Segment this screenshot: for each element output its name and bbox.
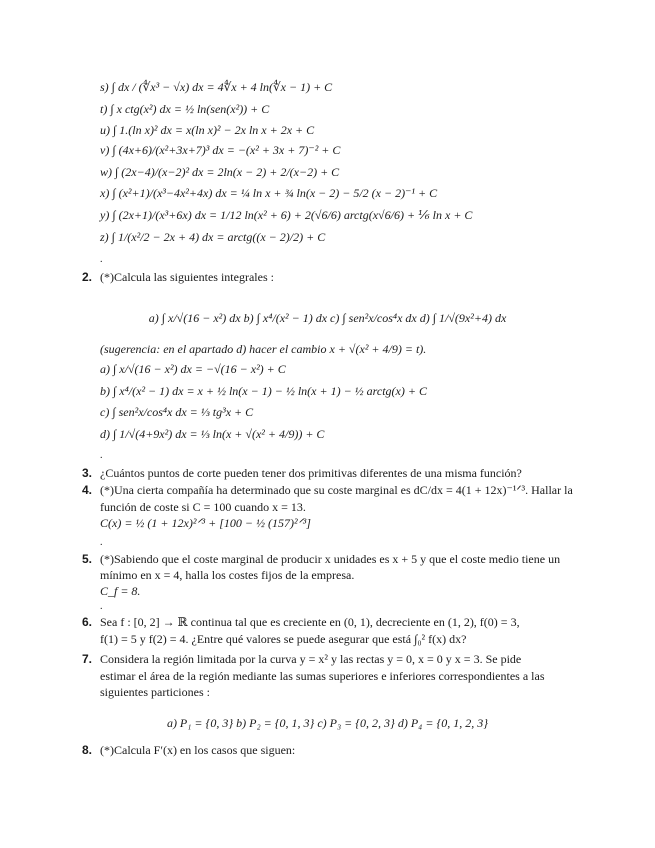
problem-statement-line: (*)Una cierta compañía ha determinado que su coste marginal es dC/dx = 4(1 + 12x)⁻¹ᐟ³. Hallar la — [100, 483, 573, 497]
problem-statement-line: Sea f : [0, 2] → ℝ continua tal que es creciente en (0, 1), decreciente en (1, 2), f(0) = 3, — [100, 615, 520, 629]
problem-number: 7. — [82, 652, 93, 666]
answer-b: b) ∫ x⁴/(x² − 1) dx = x + ½ ln(x − 1) − ½ ln(x + 1) − ½ arctg(x) + C — [100, 384, 427, 398]
separator-dot: . — [100, 601, 103, 612]
hint-formula: x + √(x² + 4/9) = t). — [329, 342, 427, 356]
problem-number: 4. — [82, 483, 93, 497]
problem-answer: C_f = 8. — [100, 584, 141, 598]
problem-statement-line: estimar el área de la región mediante las sumas superiores e inferiores correspondientes a las — [100, 669, 545, 683]
answer-a: a) ∫ x/√(16 − x²) dx = −√(16 − x²) + C — [100, 362, 286, 376]
problem-statement: (*)Calcula F′(x) en los casos que siguen: — [100, 743, 296, 757]
hint-text: (sugerencia: en el apartado d) hacer el cambio — [100, 342, 330, 356]
answer-c: c) ∫ sen²x/cos⁴x dx = ⅓ tg³x + C — [100, 405, 254, 419]
problem-statement-line: f(1) = 5 y f(2) = 4. ¿Entre qué valores se puede asegurar que está ∫₀² f(x) dx? — [100, 632, 467, 646]
problem-number: 3. — [82, 466, 93, 480]
problem-statement-line: mínimo en x = 4, halla los costes fijos de la empresa. — [100, 568, 355, 582]
list-item: x) ∫ (x²+1)/(x³−4x²+4x) dx = ¼ ln x + ¾ ln(x − 2) − 5/2 (x − 2)⁻¹ + C — [100, 186, 438, 200]
problem-number: 5. — [82, 552, 93, 566]
separator-dot: . — [100, 537, 103, 548]
list-item: t) ∫ x ctg(x²) dx = ½ ln(sen(x²)) + C — [100, 102, 270, 116]
problem-number: 6. — [82, 615, 93, 629]
list-item: w) ∫ (2x−4)/(x−2)² dx = 2ln(x − 2) + 2/(x−2) + C — [100, 165, 340, 179]
problem-statement: ¿Cuántos puntos de corte pueden tener dos primitivas diferentes de una misma función? — [100, 466, 522, 480]
problem-statement: (*)Calcula las siguientes integrales : — [100, 270, 274, 284]
list-item: v) ∫ (4x+6)/(x²+3x+7)³ dx = −(x² + 3x + 7)⁻² + C — [100, 143, 341, 157]
hint — [100, 342, 426, 356]
list-item: s) ∫ dx / (∜x³ − √x) dx = 4∜x + 4 ln(∜x − 1) + C — [100, 80, 333, 94]
problem-number: 2. — [82, 270, 93, 284]
problem-answer: C(x) = ½ (1 + 12x)²ᐟ³ + [100 − ½ (157)²ᐟ³] — [100, 516, 311, 530]
partitions-display: a) P₁ = {0, 3} b) P₂ = {0, 1, 3} c) P₃ = {0, 2, 3} d) P₄ = {0, 1, 2, 3} — [166, 716, 489, 730]
problem-statement-line: (*)Sabiendo que el coste marginal de producir x unidades es x + 5 y que el coste medio tiene un — [100, 552, 561, 566]
separator-dot: . — [100, 254, 103, 265]
list-item: y) ∫ (2x+1)/(x³+6x) dx = 1/12 ln(x² + 6) + 2(√6/6) arctg(x√6/6) + ⅙ ln x + C — [100, 208, 473, 222]
integrals-display: a) ∫ x/√(16 − x²) dx b) ∫ x⁴/(x² − 1) dx c) ∫ sen²x/cos⁴x dx d) ∫ 1/√(9x²+4) dx — [148, 311, 507, 325]
problem-statement-line: Considera la región limitada por la curva y = x² y las rectas y = 0, x = 0 y x = 3. Se pide — [100, 652, 522, 666]
list-item: u) ∫ 1.(ln x)² dx = x(ln x)² − 2x ln x + 2x + C — [100, 123, 315, 137]
problem-number: 8. — [82, 743, 93, 757]
separator-dot: . — [100, 450, 103, 461]
answer-d: d) ∫ 1/√(4+9x²) dx = ⅓ ln(x + √(x² + 4/9)) + C — [100, 427, 325, 441]
problem-statement-line: siguientes particiones : — [100, 685, 210, 699]
list-item: z) ∫ 1/(x²/2 − 2x + 4) dx = arctg((x − 2)/2) + C — [100, 230, 326, 244]
problem-statement-line: función de coste si C = 100 cuando x = 13. — [100, 500, 306, 514]
